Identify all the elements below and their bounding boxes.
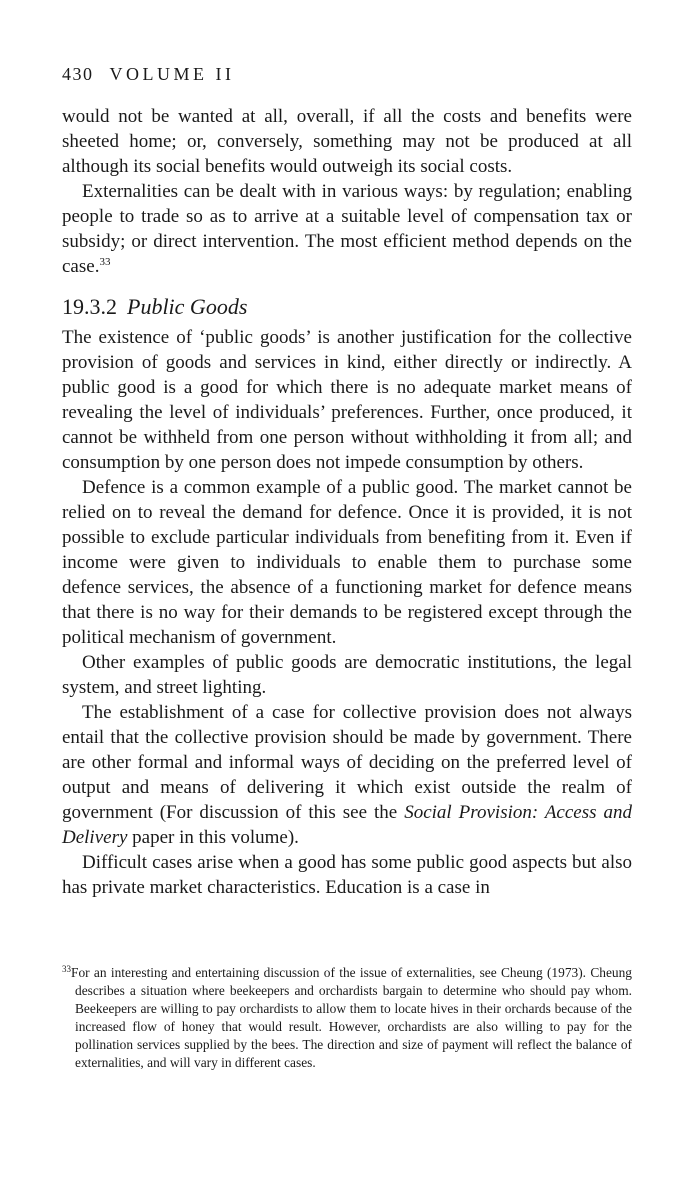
section-number: 19.3.2 [62, 294, 117, 319]
paragraph-examples: Other examples of public goods are democratic institutions, the legal system, and street lighting. [62, 652, 632, 698]
paragraph-continued: would not be wanted at all, overall, if all the costs and benefits were sheeted home; or, conversely, something may not be produced at all although its social benefits would outweigh its social costs. [62, 106, 632, 177]
footnote-body [62, 964, 632, 1072]
footnote-text: For an interesting and entertaining discussion of the issue of externalities, see Cheung (1973). Cheung describes a situation where beekeepers and orchardists bargain to determine who should pay whom. Beekeepers are willing to pay orchardists to allow them to locate hives in their orchards because of the increased flow of honey that would result. However, orchardists are also willing to pay for the pollination services supplied by the bees. The direction and size of payment will reflect the balance of externalities, and will vary in different cases. [71, 965, 632, 1070]
footnote-number: 33 [62, 964, 71, 974]
paragraph-difficult-cases: Difficult cases arise when a good has some public good aspects but also has private market characteristics. Education is a case in [62, 852, 632, 898]
paragraph-externalities [62, 179, 632, 279]
page-number: 430 [62, 64, 94, 84]
paragraph-collective-provision [62, 700, 632, 850]
paragraph-public-goods: The existence of ‘public goods’ is another justification for the collective provision of goods and services in kind, either directly or indirectly. A public good is a good for which there is no adequate market means of revealing the level of individuals’ preferences. Further, once produced, it cannot be withheld from one person without withholding it from all; and consumption by one person does not impede consumption by others. [62, 327, 632, 473]
section-heading [62, 293, 632, 321]
volume-label: VOLUME II [109, 64, 235, 84]
paragraph-text: Externalities can be dealt with in various ways: by regulation; enabling people to trade so as to arrive at a suitable level of compensation tax or subsidy; or direct intervention. The most efficient method depends on the case. [62, 181, 632, 277]
footnote-reference: 33 [99, 256, 111, 268]
section-title: Public Goods [127, 294, 248, 319]
cited-paper-title: Social Provision: Access and Delivery [62, 802, 632, 848]
paragraph-text: The establishment of a case for collective provision does not always entail that the collective provision should be made by government. There are other formal and informal ways of deciding on the preferred level of output and means of delivering it which exist outside the realm of government (For discussion of this see the [62, 702, 632, 823]
running-head [62, 64, 234, 85]
footnote [62, 964, 632, 1072]
paragraph-text: paper in this volume). [127, 827, 299, 848]
body-text [62, 104, 632, 900]
paragraph-defence: Defence is a common example of a public good. The market cannot be relied on to reveal the demand for defence. Once it is provided, it is not possible to exclude particular individuals from benefiting from it. Even if income were given to individuals to enable them to purchase some defence services, the absence of a functioning market for defence means that there is no way for their demands to be registered except through the political mechanism of government. [62, 477, 632, 648]
